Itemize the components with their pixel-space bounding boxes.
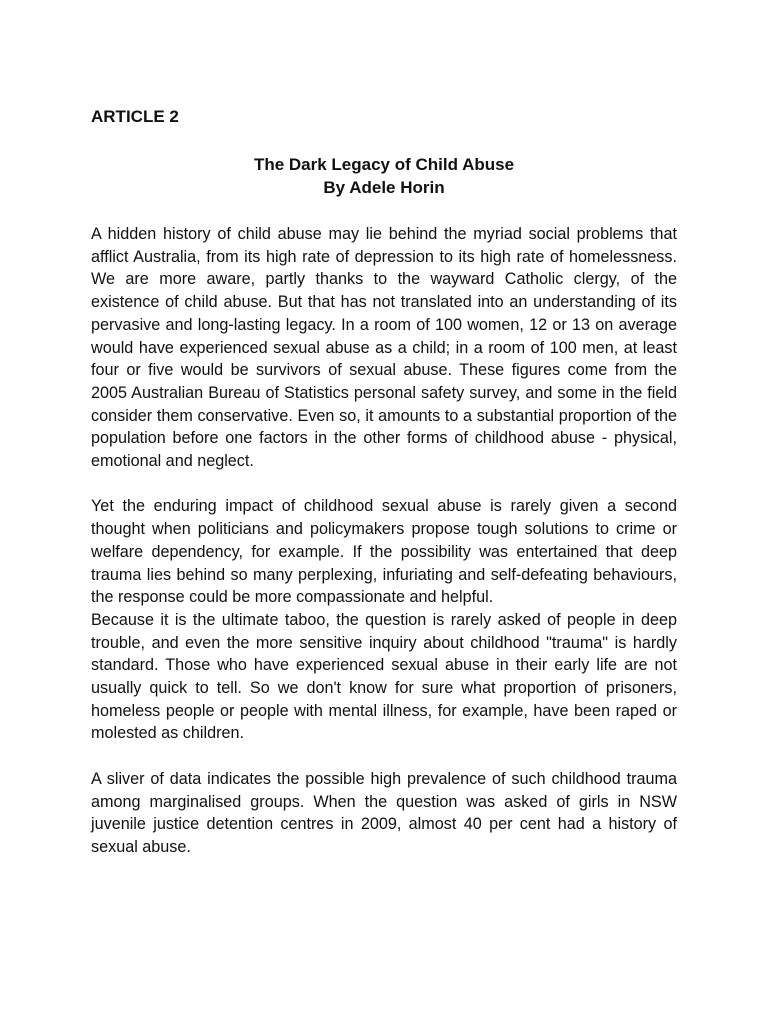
paragraph-3: Because it is the ultimate taboo, the question is rarely asked of people in deep trouble, and even the more sensitive inquiry about childhood "trauma" is hardly standard. Those who have experienced sexual abuse in their early life are not usually quick to tell. So we don't know for sure what proportion of prisoners, homeless people or people with mental illness, for example, have been raped or molested as children. <box>91 610 677 743</box>
paragraph-4: A sliver of data indicates the possible high prevalence of such childhood trauma among marginalised groups. When the question was asked of girls in NSW juvenile justice detention centres in 2009, almost 40 per cent had a history of sexual abuse. <box>91 769 677 856</box>
paragraph-1: A hidden history of child abuse may lie behind the myriad social problems that afflict Australia, from its high rate of depression to its high rate of homelessness. We are more aware, partly thanks to the wayward Catholic clergy, of the existence of child abuse. But that has not translated into an understanding of its pervasive and long-lasting legacy. In a room of 100 women, 12 or 13 on average would have experienced sexual abuse as a child; in a room of 100 men, at least four or five would be survivors of sexual abuse. These figures come from the 2005 Australian Bureau of Statistics personal safety survey, and some in the field consider them conservative. Even so, it amounts to a substantial proportion of the population before one factors in the other forms of childhood abuse - physical, emotional and neglect. <box>91 225 677 471</box>
paragraph-gap <box>91 745 677 768</box>
article-label: ARTICLE 2 <box>91 107 179 126</box>
title-block <box>91 153 677 199</box>
paragraph-gap <box>91 473 677 496</box>
document-page <box>91 106 677 859</box>
article-byline: By Adele Horin <box>323 178 445 197</box>
article-title: The Dark Legacy of Child Abuse <box>253 155 515 174</box>
paragraph-2: Yet the enduring impact of childhood sexual abuse is rarely given a second thought when politicians and policymakers propose tough solutions to crime or welfare dependency, for example. If the possibility was entertained that deep trauma lies behind so many perplexing, infuriating and self-defeating behaviours, the response could be more compassionate and helpful. <box>91 497 677 607</box>
